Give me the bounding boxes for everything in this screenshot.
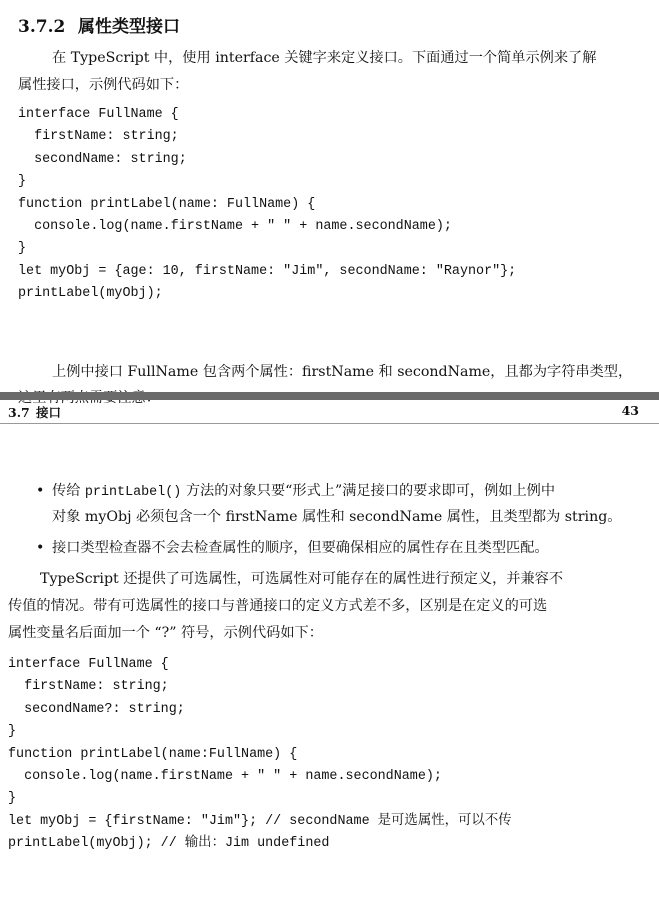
code-line: firstName: string; [18,129,179,145]
bullet-item [36,536,652,560]
code-line: printLabel(myObj); [18,286,163,302]
code-line: console.log(name.firstName + " " + name.secondName); [18,219,452,235]
code-line: let myObj = {age: 10, firstName: "Jim", secondName: "Raynor"}; [18,263,517,279]
bullet-text: 接口类型检查器不会去检查属性的顺序，但要确保相应的属性存在且类型匹配。 [52,540,549,556]
section-title: 属性类型接口 [78,17,180,37]
code-line: } [18,241,27,257]
page-number: 43 [621,403,639,418]
code-line: } [8,724,17,740]
code-line: interface FullName { [8,657,169,672]
optional-paragraph-line1: TypeScript 还提供了可选属性，可选属性对可能存在的属性进行预定义，并兼容不 [40,571,564,587]
inline-code-printlabel: printLabel() [84,485,182,500]
code-line: function printLabel(name: FullName) { [18,196,316,212]
header-section-number: 3.7 [8,405,30,420]
intro-paragraph-line1: 在 TypeScript 中，使用 interface 关键字来定义接口。下面通过一个简单示例来了解 [52,50,597,66]
lower-page [0,400,659,909]
code-line: printLabel(myObj); // 输出：Jim undefined [8,836,330,852]
code-line: } [18,174,27,190]
intro-paragraph-line2: 属性接口，示例代码如下： [18,77,189,93]
code-line: interface FullName { [18,107,179,122]
code-line: firstName: string; [8,679,169,695]
bullet-text [36,479,652,529]
code-block-optional-props [8,654,512,856]
bullet-dot: • [36,540,45,556]
upper-page [0,0,659,392]
code-line: } [8,791,17,807]
code-line: secondName: string; [18,151,187,167]
optional-paragraph-line2: 传值的情况。带有可选属性的接口与普通接口的定义方式差不多，区别是在定义的可选 [8,598,548,614]
after-paragraph-line1: 上例中接口 FullName 包含两个属性：firstName 和 secondName，且都为字符串类型， [52,364,633,380]
page-divider [0,392,659,400]
section-heading [18,12,180,37]
code-line: secondName?: string; [8,701,185,717]
bullet-dot: • [36,483,45,499]
code-line: function printLabel(name:FullName) { [8,746,298,762]
code-line: console.log(name.firstName + " " + name.secondName); [8,769,442,785]
optional-paragraph-line3: 属性变量名后面加一个 “?” 符号，示例代码如下： [8,625,323,641]
header-chapter-title: 接口 [36,405,62,420]
bullet-text-line2: 对象 myObj 必须包含一个 firstName 属性和 secondName 属性，且类型都为 string。 [52,509,622,525]
header-rule [0,423,659,424]
running-header [8,403,61,421]
bullet-text-post: 方法的对象只要“形式上”满足接口的要求即可，例如上例中 [181,483,556,499]
bullet-text-pre: 传给 [52,483,85,499]
bullet-item [36,479,652,529]
code-block-required-props [18,104,516,306]
section-number: 3.7.2 [18,17,66,37]
code-line: let myObj = {firstName: "Jim"}; // secondName 是可选属性，可以不传 [8,813,512,829]
